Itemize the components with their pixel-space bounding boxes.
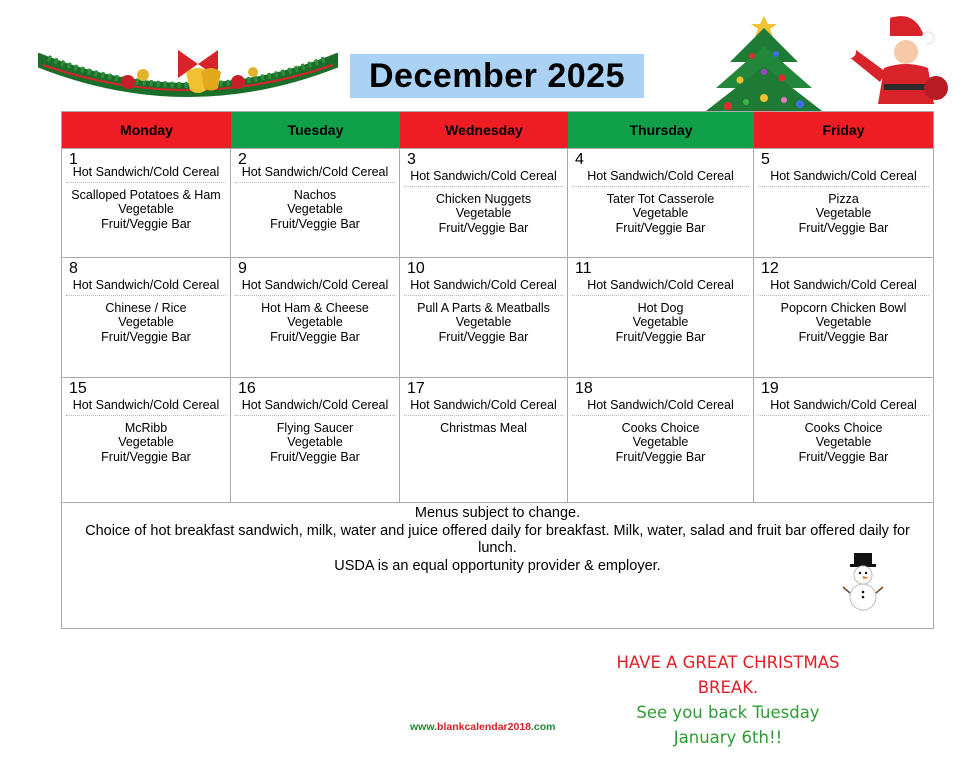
lunch-item: Vegetable — [118, 435, 174, 449]
lunch-item: Fruit/Veggie Bar — [438, 220, 529, 235]
weekday-header-monday: Monday — [62, 112, 231, 148]
lunch-item: Scalloped Potatoes & Ham — [71, 187, 221, 202]
day-cell — [62, 149, 231, 257]
lunch-item: Fruit/Veggie Bar — [270, 216, 360, 231]
breakfast-item: Hot Sandwich/Cold Cereal — [758, 169, 929, 187]
christmas-tree-icon — [680, 10, 840, 120]
day-number: 5 — [761, 151, 770, 168]
day-number: 3 — [407, 151, 416, 168]
notes-line: Choice of hot breakfast sandwich, milk, water and juice offered daily for breakfast. Milk, water, salad and fruit bar offered daily for lunch. — [85, 522, 910, 556]
lunch-item: Vegetable — [632, 206, 689, 220]
day-cell — [62, 378, 231, 503]
breakfast-item: Hot Sandwich/Cold Cereal — [235, 278, 395, 296]
closing-message — [580, 650, 876, 750]
lunch-item: Pull A Parts & Meatballs — [417, 300, 550, 315]
closing-line: January 6th!! — [673, 728, 783, 747]
day-number: 12 — [761, 260, 779, 277]
lunch-item: Fruit/Veggie Bar — [615, 449, 706, 464]
day-cell — [231, 378, 400, 503]
day-cell — [568, 378, 754, 503]
day-cell — [231, 149, 400, 257]
lunch-item: Fruit/Veggie Bar — [798, 329, 889, 344]
lunch-item: Tater Tot Casserole — [606, 191, 715, 206]
day-cell — [754, 378, 933, 503]
lunch-item: Fruit/Veggie Bar — [615, 220, 706, 235]
lunch-item: Vegetable — [287, 202, 343, 216]
day-cell — [754, 258, 933, 377]
weekday-header-friday: Friday — [754, 112, 933, 148]
title-box — [350, 54, 644, 98]
lunch-item: Vegetable — [815, 435, 872, 449]
closing-line: BREAK. — [697, 678, 759, 697]
day-cell — [62, 258, 231, 377]
lunch-item: Fruit/Veggie Bar — [101, 449, 191, 464]
breakfast-item: Hot Sandwich/Cold Cereal — [404, 398, 563, 416]
lunch-item: Fruit/Veggie Bar — [101, 216, 191, 231]
week-row — [62, 148, 933, 257]
day-cell — [231, 258, 400, 377]
breakfast-item: Hot Sandwich/Cold Cereal — [572, 169, 749, 187]
lunch-item: Vegetable — [455, 206, 512, 220]
breakfast-item: Hot Sandwich/Cold Cereal — [758, 278, 929, 296]
website-prefix: www. — [410, 721, 438, 733]
day-number: 16 — [238, 380, 256, 397]
lunch-item: Popcorn Chicken Bowl — [780, 300, 907, 315]
day-number: 18 — [575, 380, 593, 397]
day-number: 2 — [238, 151, 247, 168]
lunch-item: Fruit/Veggie Bar — [270, 329, 360, 344]
notes-line: USDA is an equal opportunity provider & employer. — [334, 557, 661, 574]
lunch-item: Vegetable — [287, 435, 343, 449]
lunch-item: Vegetable — [118, 202, 174, 216]
lunch-item: McRibb — [124, 420, 168, 435]
breakfast-item: Hot Sandwich/Cold Cereal — [235, 398, 395, 416]
weekday-header-tuesday: Tuesday — [231, 112, 400, 148]
breakfast-item: Hot Sandwich/Cold Cereal — [404, 278, 563, 296]
week-row — [62, 377, 933, 503]
weekday-header-thursday: Thursday — [568, 112, 754, 148]
lunch-item: Fruit/Veggie Bar — [798, 220, 889, 235]
breakfast-item: Hot Sandwich/Cold Cereal — [235, 165, 395, 183]
breakfast-item: Hot Sandwich/Cold Cereal — [572, 398, 749, 416]
lunch-item: Cooks Choice — [621, 420, 700, 435]
breakfast-item: Hot Sandwich/Cold Cereal — [758, 398, 929, 416]
day-number: 4 — [575, 151, 584, 168]
lunch-item: Cooks Choice — [804, 420, 883, 435]
week-row — [62, 257, 933, 377]
lunch-item: Hot Ham & Cheese — [261, 300, 369, 315]
calendar-grid — [61, 111, 934, 629]
day-number: 15 — [69, 380, 87, 397]
closing-line: HAVE A GREAT CHRISTMAS — [616, 653, 840, 672]
menu-notes — [62, 502, 933, 629]
day-cell — [568, 149, 754, 257]
lunch-item: Vegetable — [632, 435, 689, 449]
closing-line: See you back Tuesday — [636, 703, 820, 722]
website-name: blankcalendar2018 — [437, 721, 532, 733]
breakfast-item: Hot Sandwich/Cold Cereal — [66, 165, 226, 183]
day-cell — [400, 258, 568, 377]
day-cell — [568, 258, 754, 377]
day-cell — [400, 149, 568, 257]
lunch-item: Vegetable — [118, 315, 174, 329]
day-cell — [754, 149, 933, 257]
lunch-item: Vegetable — [815, 315, 872, 329]
lunch-item: Chinese / Rice — [105, 300, 187, 315]
lunch-item: Christmas Meal — [440, 420, 527, 435]
breakfast-item: Hot Sandwich/Cold Cereal — [66, 398, 226, 416]
breakfast-item: Hot Sandwich/Cold Cereal — [66, 278, 226, 296]
lunch-item: Fruit/Veggie Bar — [615, 329, 706, 344]
lunch-item: Vegetable — [632, 315, 689, 329]
breakfast-item: Hot Sandwich/Cold Cereal — [572, 278, 749, 296]
weekday-header-wednesday: Wednesday — [400, 112, 568, 148]
website-suffix: .com — [531, 721, 556, 733]
lunch-item: Flying Saucer — [276, 420, 354, 435]
page-title: December 2025 — [368, 56, 625, 95]
lunch-item: Pizza — [828, 191, 859, 206]
lunch-item: Fruit/Veggie Bar — [798, 449, 889, 464]
lunch-item: Vegetable — [287, 315, 343, 329]
day-cell — [400, 378, 568, 503]
day-number: 17 — [407, 380, 425, 397]
garland-icon — [38, 20, 338, 100]
lunch-item: Fruit/Veggie Bar — [438, 329, 529, 344]
day-number: 8 — [69, 260, 78, 277]
lunch-item: Vegetable — [815, 206, 872, 220]
day-number: 9 — [238, 260, 247, 277]
lunch-item: Chicken Nuggets — [435, 191, 532, 206]
lunch-item: Nachos — [293, 187, 337, 202]
day-number: 11 — [575, 260, 592, 277]
lunch-item: Hot Dog — [637, 300, 684, 315]
notes-line: Menus subject to change. — [414, 505, 581, 521]
day-number: 10 — [407, 260, 425, 277]
breakfast-item: Hot Sandwich/Cold Cereal — [404, 169, 563, 187]
lunch-item: Fruit/Veggie Bar — [270, 449, 360, 464]
lunch-item: Fruit/Veggie Bar — [101, 329, 191, 344]
day-number: 1 — [69, 151, 78, 168]
lunch-item: Vegetable — [455, 315, 512, 329]
website-link[interactable] — [410, 721, 556, 733]
santa-icon — [840, 8, 950, 108]
weekday-header-row — [62, 112, 933, 148]
snowman-icon — [842, 551, 884, 613]
day-number: 19 — [761, 380, 779, 397]
